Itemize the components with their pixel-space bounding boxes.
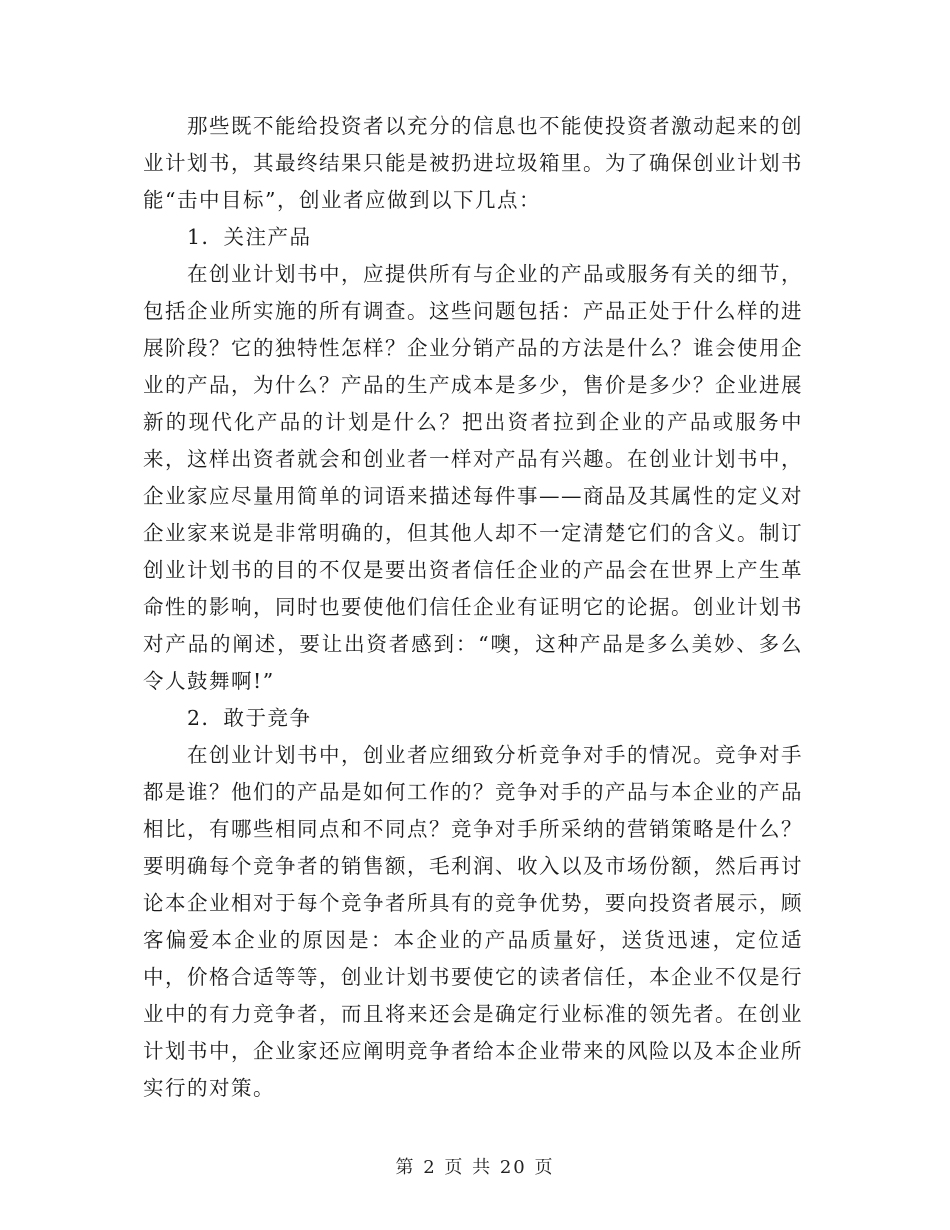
intro-paragraph: 那些既不能给投资者以充分的信息也不能使投资者激动起来的创业计划书，其最终结果只能是被扔进垃圾箱里。为了确保创业计划书能“击中目标”，创业者应做到以下几点： bbox=[143, 114, 803, 212]
section-heading-product: 1．关注产品 bbox=[187, 225, 312, 249]
section-body-competition: 在创业计划书中，创业者应细致分析竞争对手的情况。竞争对手都是谁？他们的产品是如何工作的？竞争对手的产品与本企业的产品相比，有哪些相同点和不同点？竞争对手所采纳的营销策略是什么？要明确每个竞争者的销售额，毛利润、收入以及市场份额，然后再讨论本企业相对于每个竞争者所具有的竞争优势，要向投资者展示，顾客偏爱本企业的原因是：本企业的产品质量好，送货迅速，定位适中，价格合适等等，创业计划书要使它的读者信任，本企业不仅是行业中的有力竞争者，而且将来还会是确定行业标准的领先者。在创业计划书中，企业家还应阐明竞争者给本企业带来的风险以及本企业所实行的对策。 bbox=[143, 743, 803, 1100]
document-body bbox=[143, 108, 803, 1107]
page-number-footer: 第 2 页 共 20 页 bbox=[395, 1157, 555, 1178]
section-heading-competition: 2．敢于竞争 bbox=[187, 706, 312, 730]
section-body-product: 在创业计划书中，应提供所有与企业的产品或服务有关的细节，包括企业所实施的所有调查。这些问题包括：产品正处于什么样的进展阶段？它的独特性怎样？企业分销产品的方法是什么？谁会使用企业的产品，为什么？产品的生产成本是多少，售价是多少？企业进展新的现代化产品的计划是什么？把出资者拉到企业的产品或服务中来，这样出资者就会和创业者一样对产品有兴趣。在创业计划书中，企业家应尽量用简单的词语来描述每件事——商品及其属性的定义对企业家来说是非常明确的，但其他人却不一定清楚它们的含义。制订创业计划书的目的不仅是要出资者信任企业的产品会在世界上产生革命性的影响，同时也要使他们信任企业有证明它的论据。创业计划书对产品的阐述，要让出资者感到：“噢，这种产品是多么美妙、多么令人鼓舞啊!” bbox=[143, 262, 803, 693]
